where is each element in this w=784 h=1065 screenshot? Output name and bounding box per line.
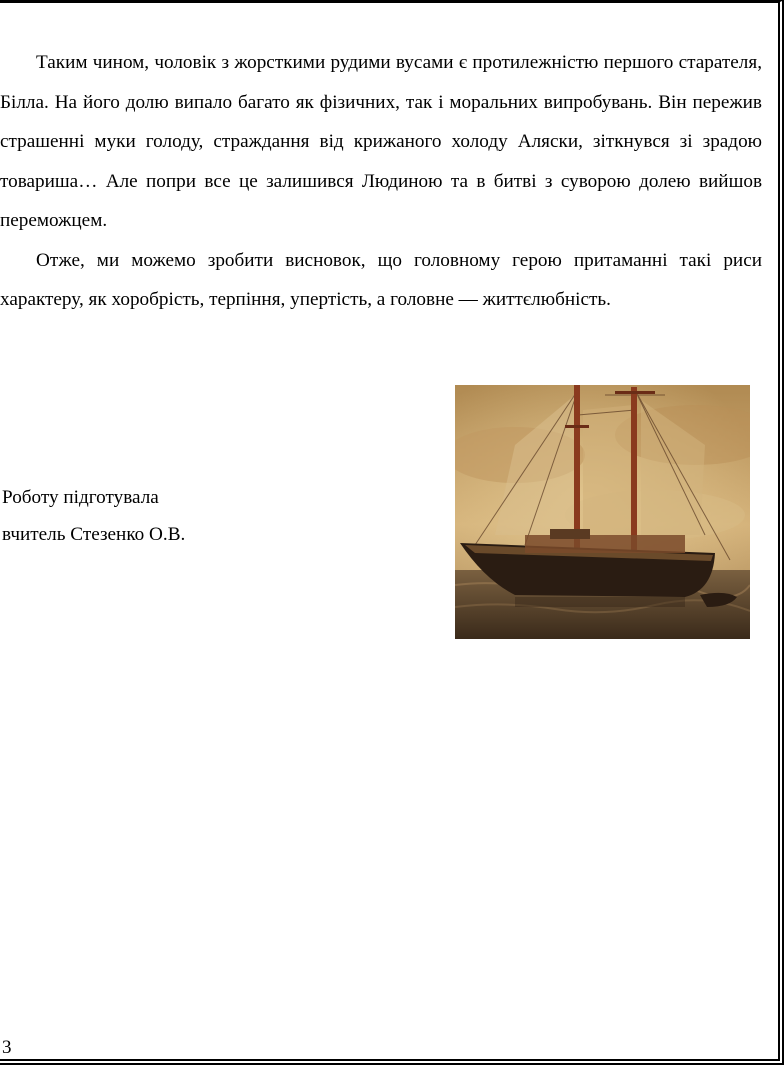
- paragraph-conclusion-1: Таким чином, чоловік з жорсткими рудими вусами є протилежністю першого старателя, Білла. На його долю випало багато як фізичних, так і моральних випробувань. Він пережив страшенні муки голоду, страждання від крижаного холоду Аляски, зіткнувся зі зрадою товариша… Але попри все це залишився Людиною та в битві з суворою долею вийшов переможцем.: [0, 52, 762, 231]
- paragraph-conclusion-2: Отже, ми можемо зробити висновок, що головному герою притаманні такі риси характеру, як хоробрість, терпіння, упертість, а головне — життєлюбність.: [0, 249, 762, 310]
- author-signature: [2, 479, 185, 553]
- page-number: 3: [2, 1037, 12, 1058]
- signature-line-teacher: вчитель Стезенко О.В.: [2, 524, 186, 545]
- signature-line-prepared-by: Роботу підготувала: [2, 487, 159, 508]
- body-text: [0, 43, 762, 320]
- ship-illustration: [455, 385, 750, 639]
- sailing-ship-painting-icon: [455, 385, 750, 639]
